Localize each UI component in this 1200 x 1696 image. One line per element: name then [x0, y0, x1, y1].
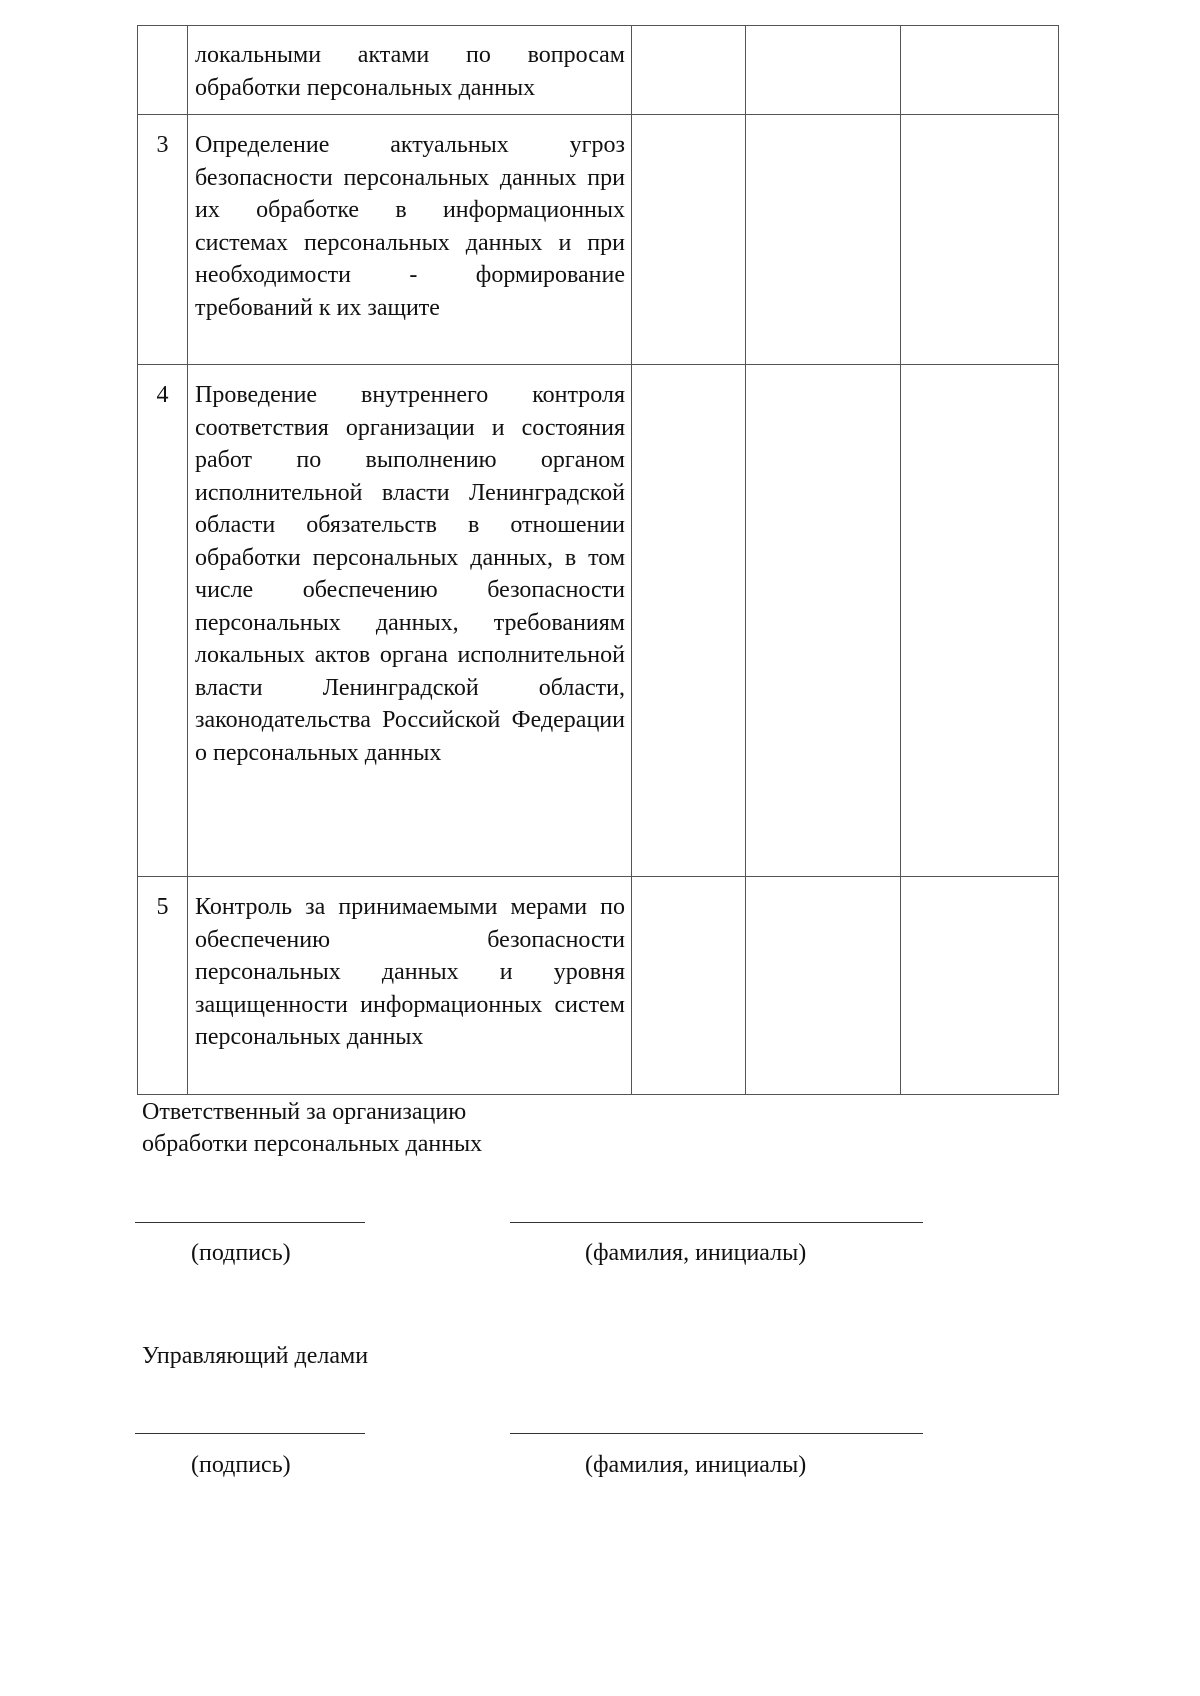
signature-caption: (подпись): [191, 1452, 291, 1478]
table-cell: [901, 877, 1059, 1095]
table-cell: [632, 877, 746, 1095]
table-row: [138, 365, 1059, 877]
name-caption: (фамилия, инициалы): [585, 1240, 807, 1266]
table-cell: [901, 26, 1059, 115]
table-cell: [901, 115, 1059, 365]
table-cell: [746, 26, 901, 115]
name-line: [510, 1433, 923, 1434]
name-line: [510, 1222, 923, 1223]
table-cell: [746, 365, 901, 877]
table-cell: [901, 365, 1059, 877]
signature-caption: (подпись): [191, 1240, 291, 1266]
table-row: [138, 26, 1059, 115]
row-number-cell: 3: [138, 115, 188, 365]
signature-line: [135, 1222, 365, 1223]
signature-line: [135, 1433, 365, 1434]
responsible-title-line1: Ответственный за организацию: [142, 1099, 467, 1125]
row-text-cell: Определение актуальных угроз безопасности персональных данных при их обработке в информационных системах персональных данных и при необходимости - формирование требований к их защите: [188, 115, 632, 365]
table-cell: [632, 115, 746, 365]
table-row: [138, 877, 1059, 1095]
row-text-cell: Проведение внутреннего контроля соответствия организации и состояния работ по выполнению органом исполнительной власти Ленинградской области обязательств в отношении обработки персональных данных, в том числе обеспечению безопасности персональных данных, требованиям локальных актов органа исполнительной власти Ленинградской области, законодательства Российской Федерации о персональных данных: [188, 365, 632, 877]
row-number-cell: 4: [138, 365, 188, 877]
row-text-cell: локальными актами по вопросам обработки персональных данных: [188, 26, 632, 115]
responsible-title-line2: обработки персональных данных: [142, 1131, 483, 1157]
table-cell: [632, 365, 746, 877]
row-number-cell: 5: [138, 877, 188, 1095]
table-row: [138, 115, 1059, 365]
name-caption: (фамилия, инициалы): [585, 1452, 807, 1478]
table-cell: [746, 115, 901, 365]
table-cell: [746, 877, 901, 1095]
table-cell: [632, 26, 746, 115]
row-number-cell: [138, 26, 188, 115]
manager-title: Управляющий делами: [142, 1343, 369, 1369]
measures-table: [137, 25, 1059, 1095]
row-text-cell: Контроль за принимаемыми мерами по обеспечению безопасности персональных данных и уровня защищенности информационных систем персональных данных: [188, 877, 632, 1095]
